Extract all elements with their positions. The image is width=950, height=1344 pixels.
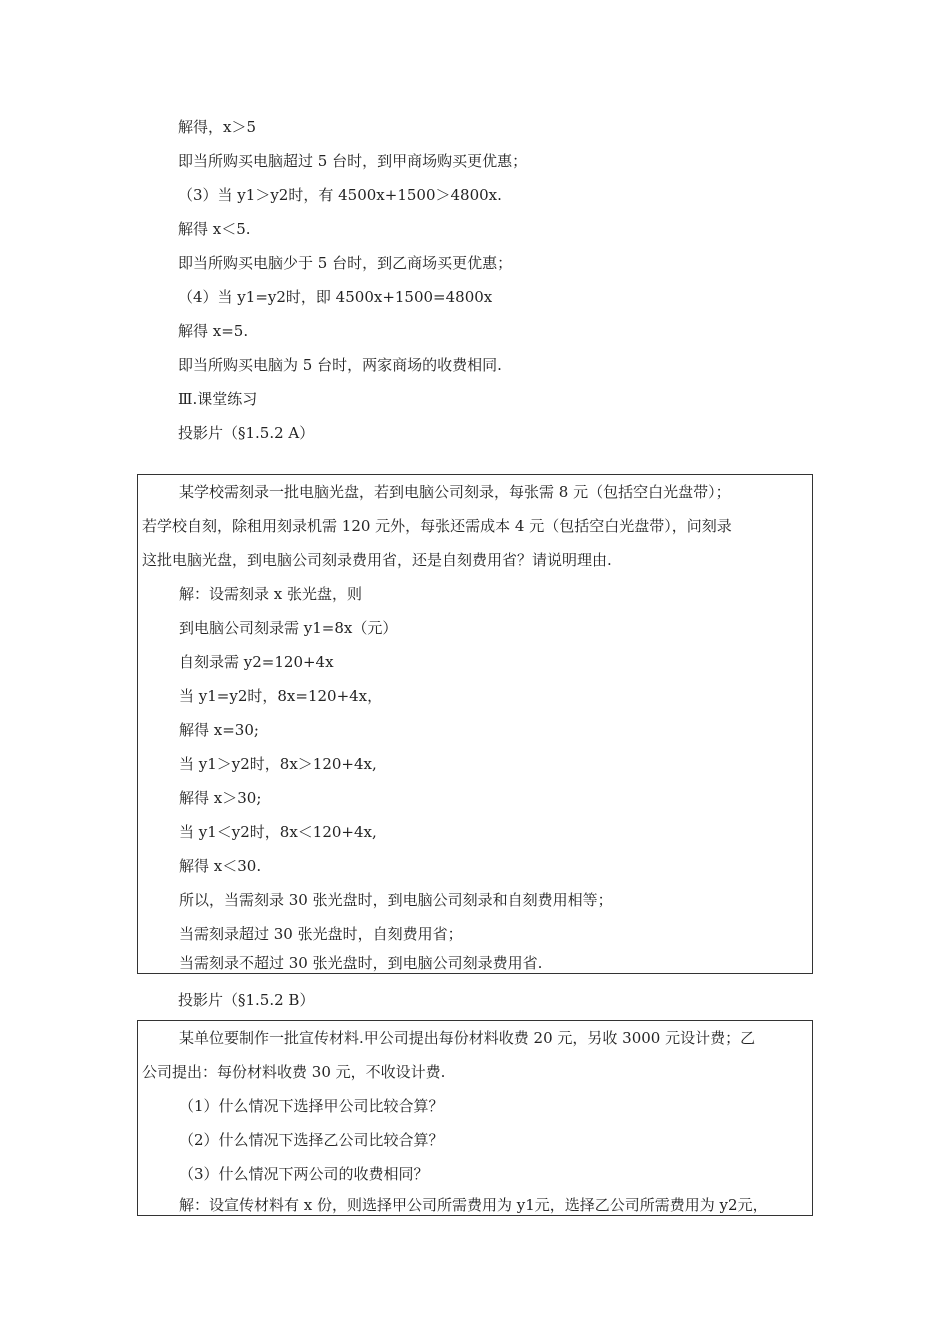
line-text: （3）当 y1＞y2时，有 4500x+1500＞4800x. [178, 186, 502, 204]
text-line [178, 219, 251, 239]
line-text: 即当所购买电脑超过 5 台时，到甲商场购买更优惠； [178, 152, 528, 170]
line-text: 即当所购买电脑少于 5 台时，到乙商场买更优惠； [178, 254, 513, 272]
question-line: （2）什么情况下选择乙公司比较合算？ [179, 1131, 444, 1149]
problem-line: 某学校需刻录一批电脑光盘，若到电脑公司刻录，每张需 8 元（包括空白光盘带）； [179, 483, 731, 501]
solution-line: 解得 x＜30. [179, 857, 262, 875]
solution-line: 当需刻录不超过 30 张光盘时，到电脑公司刻录费用省. [179, 954, 543, 972]
solution-line: 解：设需刻录 x 张光盘，则 [179, 585, 362, 603]
solution-line: 当 y1＜y2时，8x＜120+4x, [179, 823, 377, 841]
solution-line: 所以，当需刻录 30 张光盘时，到电脑公司刻录和自刻费用相等； [179, 891, 613, 909]
section-heading [178, 389, 257, 409]
solution-line: 解：设宣传材料有 x 份，则选择甲公司所需费用为 y1元，选择乙公司所需费用为 y2元， [179, 1196, 768, 1214]
solution-line: 当需刻录超过 30 张光盘时，自刻费用省； [179, 925, 463, 943]
problem-line: 这批电脑光盘，到电脑公司刻录费用省，还是自刻费用省？请说明理由. [142, 551, 612, 569]
solution-line: 到电脑公司刻录需 y1=8x（元） [179, 619, 398, 637]
text-line [178, 321, 248, 341]
solution-line: 当 y1=y2时，8x=120+4x， [179, 687, 383, 705]
problem-line: 若学校自刻，除租用刻录机需 120 元外，每张还需成本 4 元（包括空白光盘带），问刻录 [142, 517, 732, 535]
problem-box-a [137, 474, 813, 974]
line-text: 投影片（§1.5.2 B） [178, 991, 315, 1009]
text-line [178, 151, 527, 171]
line-text: 即当所购买电脑为 5 台时，两家商场的收费相同. [178, 356, 502, 374]
problem-box-b [137, 1020, 813, 1216]
slide-caption [178, 423, 314, 443]
solution-line: 解得 x=30; [179, 721, 259, 739]
line-text: 投影片（§1.5.2 A） [178, 424, 315, 442]
problem-line: 公司提出：每份材料收费 30 元，不收设计费. [142, 1063, 446, 1081]
text-line [178, 355, 502, 375]
solution-line: 自刻录需 y2=120+4x [179, 653, 334, 671]
line-text: （4）当 y1=y2时，即 4500x+1500=4800x [178, 288, 493, 306]
text-line [178, 253, 512, 273]
problem-line: 某单位要制作一批宣传材料.甲公司提出每份材料收费 20 元，另收 3000 元设计费；乙 [179, 1029, 756, 1047]
text-line [178, 117, 256, 137]
solution-line: 当 y1＞y2时，8x＞120+4x, [179, 755, 377, 773]
line-text: Ⅲ.课堂练习 [178, 390, 258, 408]
line-text: 解得，x＞5 [178, 118, 257, 136]
line-text: 解得 x=5. [178, 322, 249, 340]
text-line [178, 287, 492, 307]
line-text: 解得 x＜5. [178, 220, 251, 238]
question-line: （3）什么情况下两公司的收费相同？ [179, 1165, 429, 1183]
slide-caption [178, 990, 314, 1010]
solution-line: 解得 x＞30; [179, 789, 262, 807]
text-line [178, 185, 502, 205]
question-line: （1）什么情况下选择甲公司比较合算？ [179, 1097, 444, 1115]
